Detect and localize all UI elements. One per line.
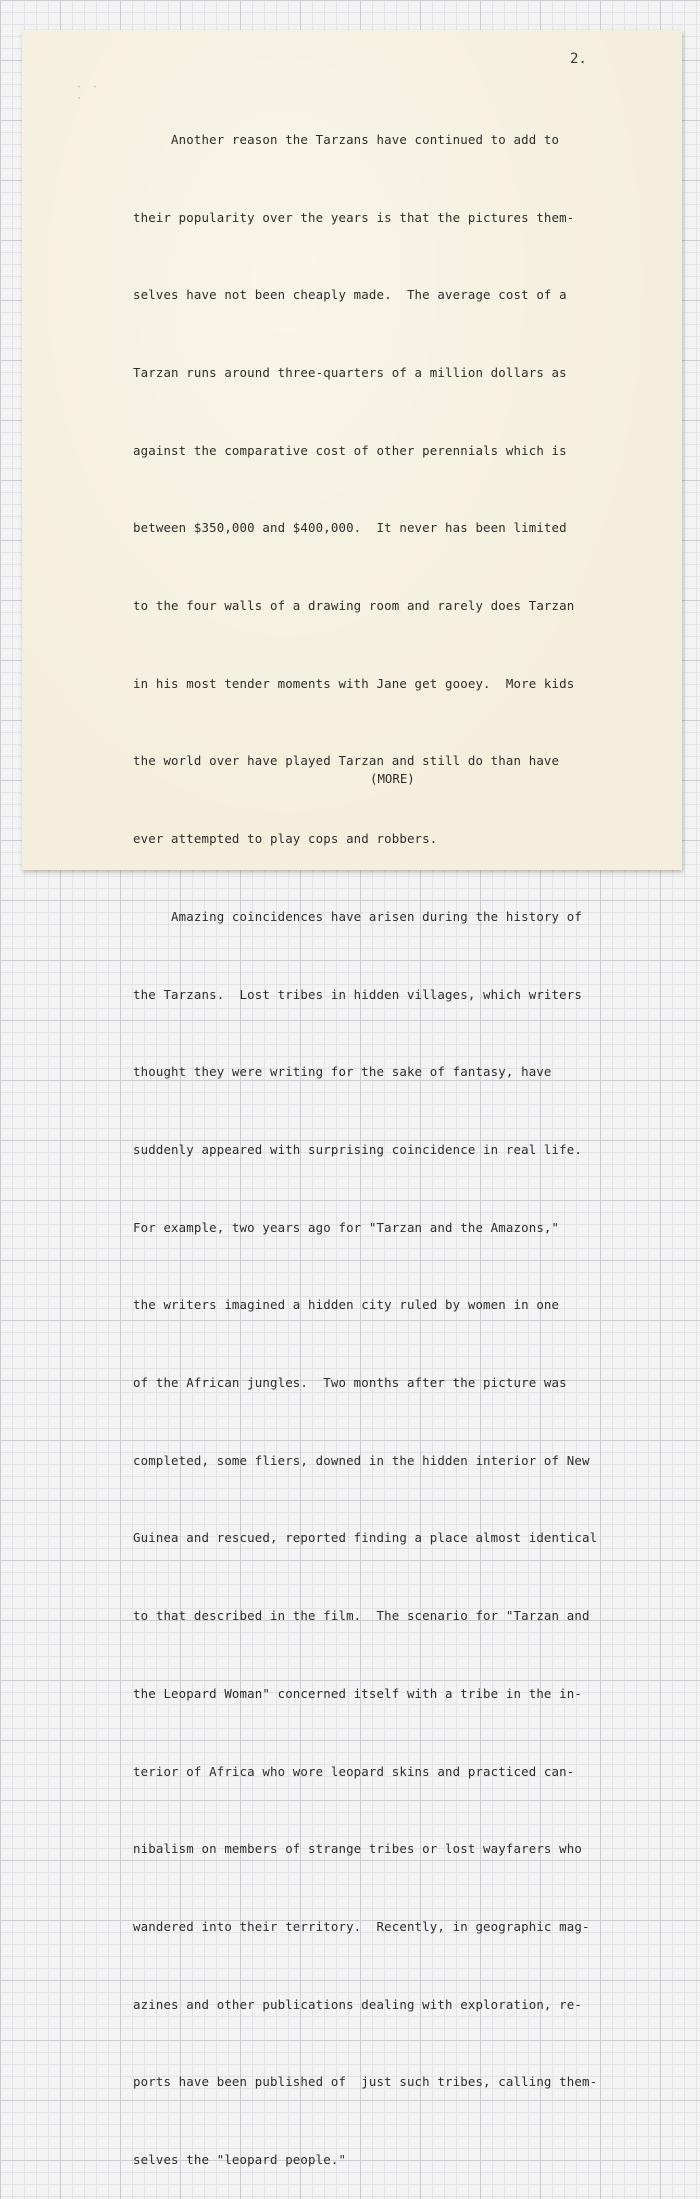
- text-line: the Leopard Woman" concerned itself with a tribe in the in-: [133, 1685, 582, 1701]
- text-line: Another reason the Tarzans have continued to add to: [133, 131, 560, 147]
- text-line: their popularity over the years is that the pictures them-: [133, 209, 575, 225]
- text-line: Tarzan runs around three-quarters of a million dollars as: [133, 364, 567, 380]
- text-line: the world over have played Tarzan and still do than have: [133, 753, 560, 769]
- text-line: selves have not been cheaply made. The average cost of a: [133, 287, 567, 303]
- text-line: Guinea and rescued, reported finding a place almost identical: [133, 1530, 598, 1546]
- text-line: thought they were writing for the sake of fantasy, have: [133, 1064, 552, 1080]
- text-line: completed, some fliers, downed in the hidden interior of New: [133, 1452, 590, 1468]
- text-line: terior of Africa who wore leopard skins and practiced can-: [133, 1763, 575, 1779]
- text-line: to the four walls of a drawing room and rarely does Tarzan: [133, 598, 575, 614]
- text-line: Amazing coincidences have arisen during the history of: [133, 908, 582, 924]
- text-line: ever attempted to play cops and robbers.: [133, 831, 438, 847]
- text-line: against the comparative cost of other perennials which is: [133, 442, 567, 458]
- text-line: between $350,000 and $400,000. It never has been limited: [133, 520, 567, 536]
- text-line: the writers imagined a hidden city ruled by women in one: [133, 1297, 560, 1313]
- text-line: in his most tender moments with Jane get gooey. More kids: [133, 675, 575, 691]
- text-line: the Tarzans. Lost tribes in hidden villages, which writers: [133, 986, 582, 1002]
- text-line: suddenly appeared with surprising coincidence in real life.: [133, 1141, 582, 1157]
- text-line: For example, two years ago for "Tarzan and the Amazons,": [133, 1219, 560, 1235]
- page-number: 2.: [570, 51, 587, 67]
- text-line: ports have been published of just such tribes, calling them-: [133, 2074, 598, 2090]
- text-line: nibalism on members of strange tribes or lost wayfarers who: [133, 1841, 582, 1857]
- text-line: to that described in the film. The scenario for "Tarzan and: [133, 1608, 590, 1624]
- pencil-mark: · · ·: [76, 82, 101, 104]
- text-line: selves the "leopard people.": [133, 2152, 347, 2168]
- text-line: azines and other publications dealing with exploration, re-: [133, 1996, 582, 2012]
- text-line: of the African jungles. Two months after the picture was: [133, 1375, 567, 1391]
- more-footer: (MORE): [370, 771, 415, 786]
- body-text: [133, 75, 613, 2199]
- text-line: wandered into their territory. Recently, in geographic mag-: [133, 1918, 590, 1934]
